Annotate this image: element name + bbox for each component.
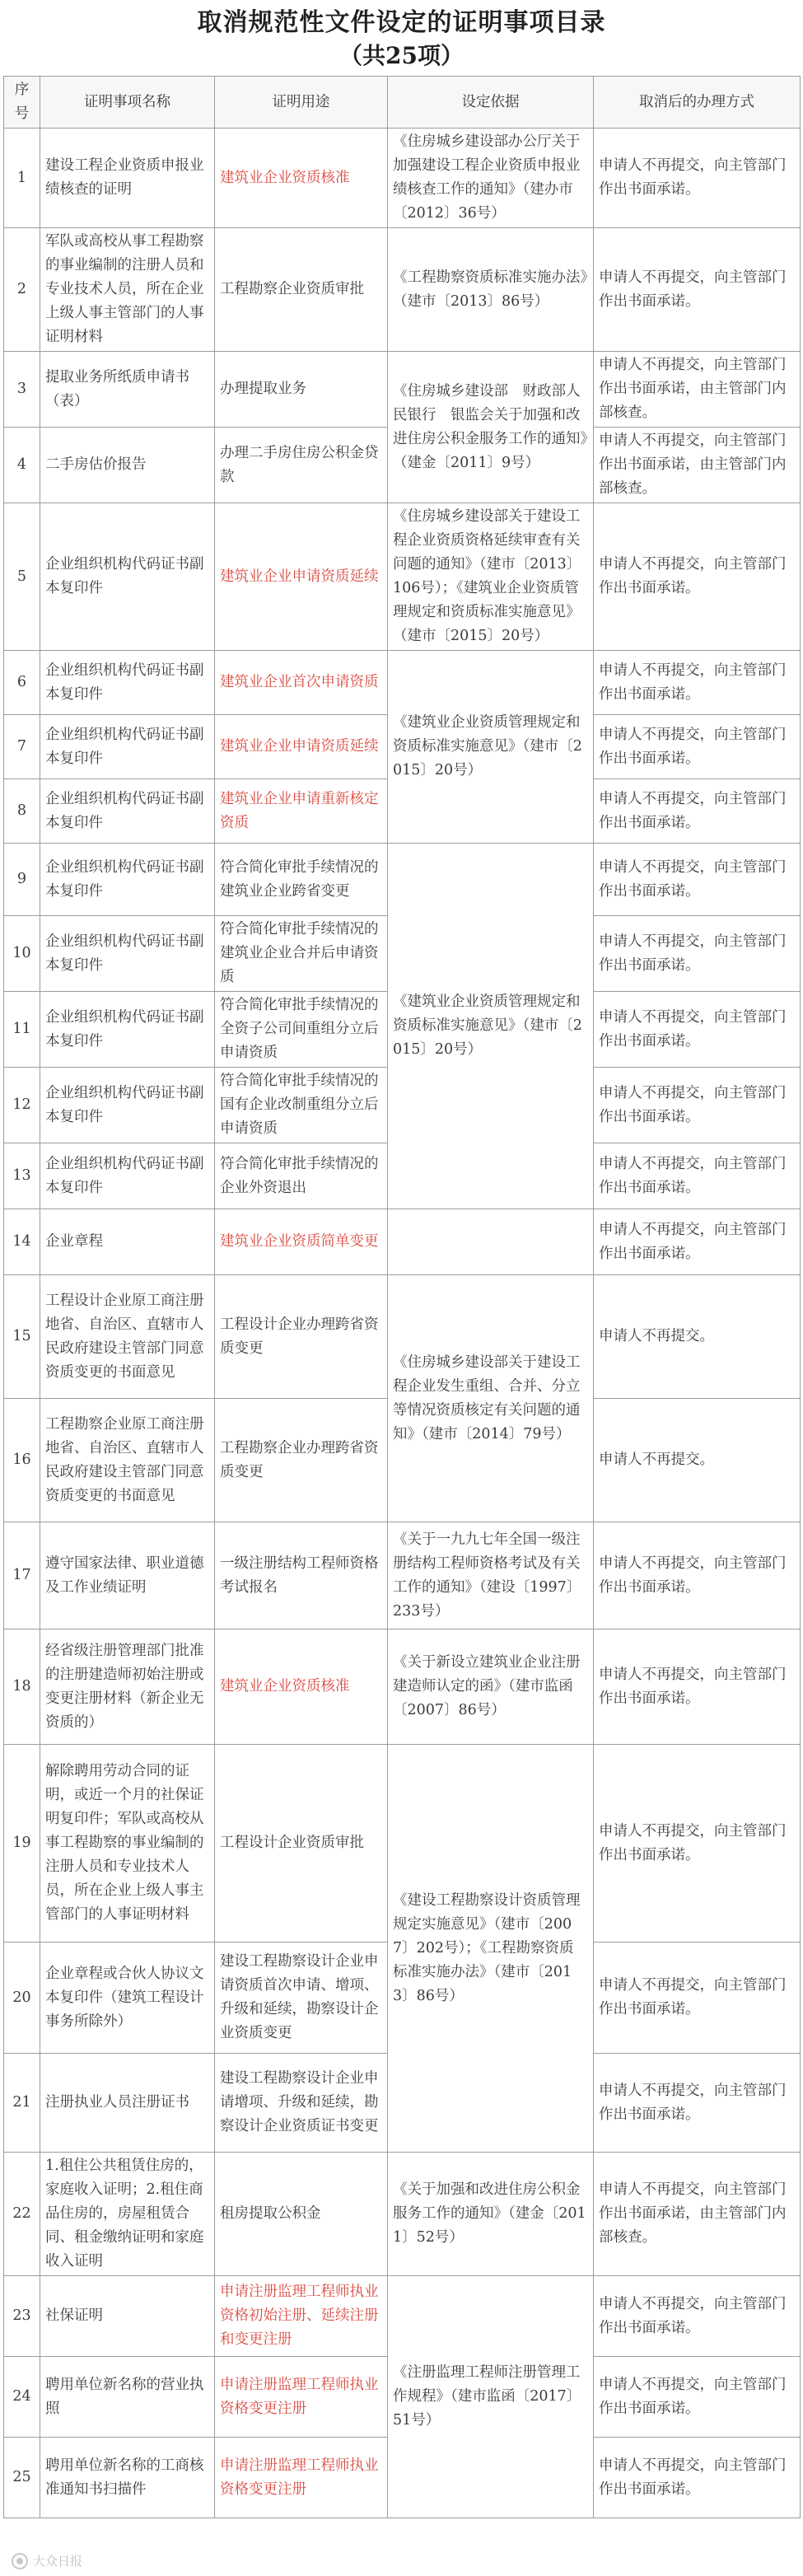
title-sub: （共25项） xyxy=(339,42,464,69)
item-name: 经省级注册管理部门批准的注册建造师初始注册或变更注册材料（新企业无资质的） xyxy=(40,1629,215,1745)
row-number: 19 xyxy=(4,1745,40,1943)
table-row xyxy=(4,352,801,428)
item-handling: 申请人不再提交，向主管部门作出书面承诺。 xyxy=(594,129,801,228)
item-purpose: 建筑业企业资质核准 xyxy=(215,129,388,228)
item-name: 企业章程 xyxy=(40,1209,215,1275)
item-purpose: 符合简化审批手续情况的全资子公司间重组分立后申请资质 xyxy=(215,992,388,1068)
row-number: 11 xyxy=(4,992,40,1068)
header-item-name: 证明事项名称 xyxy=(40,77,215,129)
item-basis: 《建筑业企业资质管理规定和资质标准实施意见》（建市〔2015〕20号） xyxy=(388,844,594,1209)
item-purpose: 申请注册监理工程师执业资格变更注册 xyxy=(215,2438,388,2518)
item-name: 军队或高校从事工程勘察的事业编制的注册人员和专业技术人员，所在企业上级人事主管部门的人事证明材料 xyxy=(40,228,215,352)
table-row xyxy=(4,1209,801,1275)
row-number: 17 xyxy=(4,1522,40,1629)
item-handling: 申请人不再提交，向主管部门作出书面承诺。 xyxy=(594,2054,801,2153)
item-purpose: 符合简化审批手续情况的建筑业企业跨省变更 xyxy=(215,844,388,916)
header-number: 序号 xyxy=(4,77,40,129)
row-number: 24 xyxy=(4,2357,40,2438)
table-row xyxy=(4,2153,801,2276)
item-name: 企业组织机构代码证书副本复印件 xyxy=(40,916,215,992)
row-number: 25 xyxy=(4,2438,40,2518)
row-number: 23 xyxy=(4,2276,40,2357)
item-handling: 申请人不再提交，向主管部门作出书面承诺。 xyxy=(594,779,801,844)
item-handling: 申请人不再提交，向主管部门作出书面承诺。 xyxy=(594,503,801,651)
item-basis: 《关于新设立建筑业企业注册建造师认定的函》（建市监函〔2007〕86号） xyxy=(388,1629,594,1745)
row-number: 2 xyxy=(4,228,40,352)
row-number: 4 xyxy=(4,428,40,503)
item-basis: 《注册监理工程师注册管理工作规程》（建市监函〔2017〕51号） xyxy=(388,2276,594,2518)
item-name: 企业组织机构代码证书副本复印件 xyxy=(40,503,215,651)
item-handling: 申请人不再提交，向主管部门作出书面承诺。 xyxy=(594,1629,801,1745)
item-handling: 申请人不再提交，向主管部门作出书面承诺。 xyxy=(594,1522,801,1629)
item-purpose: 建筑业企业资质核准 xyxy=(215,1629,388,1745)
row-number: 6 xyxy=(4,651,40,715)
item-name: 企业组织机构代码证书副本复印件 xyxy=(40,1143,215,1209)
item-name: 工程勘察企业原工商注册地省、自治区、直辖市人民政府建设主管部门同意资质变更的书面意见 xyxy=(40,1399,215,1522)
item-name: 工程设计企业原工商注册地省、自治区、直辖市人民政府建设主管部门同意资质变更的书面意见 xyxy=(40,1275,215,1399)
item-purpose: 符合简化审批手续情况的建筑业企业合并后申请资质 xyxy=(215,916,388,992)
item-name: 企业组织机构代码证书副本复印件 xyxy=(40,651,215,715)
watermark-text: 大众日报 xyxy=(33,2554,83,2569)
row-number: 21 xyxy=(4,2054,40,2153)
table-row xyxy=(4,228,801,352)
item-handling: 申请人不再提交，向主管部门作出书面承诺。 xyxy=(594,844,801,916)
table-row xyxy=(4,651,801,715)
item-basis: 《关于加强和改进住房公积金服务工作的通知》（建金〔2011〕52号） xyxy=(388,2153,594,2276)
item-handling: 申请人不再提交，向主管部门作出书面承诺。 xyxy=(594,715,801,779)
item-handling: 申请人不再提交，向主管部门作出书面承诺。 xyxy=(594,2438,801,2518)
item-name: 聘用单位新名称的工商核准通知书扫描件 xyxy=(40,2438,215,2518)
item-purpose: 工程勘察企业资质审批 xyxy=(215,228,388,352)
item-name: 建设工程企业资质申报业绩核查的证明 xyxy=(40,129,215,228)
item-purpose: 一级注册结构工程师资格考试报名 xyxy=(215,1522,388,1629)
item-name: 注册执业人员注册证书 xyxy=(40,2054,215,2153)
item-purpose: 工程勘察企业办理跨省资质变更 xyxy=(215,1399,388,1522)
title-main: 取消规范性文件设定的证明事项目录 xyxy=(197,8,606,37)
item-basis: 《关于一九九七年全国一级注册结构工程师资格考试及有关工作的通知》（建设〔1997〕233号） xyxy=(388,1522,594,1629)
table-row xyxy=(4,1275,801,1399)
certificate-items-table xyxy=(3,76,801,2518)
item-purpose: 符合简化审批手续情况的企业外资退出 xyxy=(215,1143,388,1209)
item-purpose: 建设工程勘察设计企业申请资质首次申请、增项、升级和延续，勘察设计企业资质变更 xyxy=(215,1943,388,2054)
item-purpose: 符合简化审批手续情况的国有企业改制重组分立后申请资质 xyxy=(215,1068,388,1143)
item-handling: 申请人不再提交，向主管部门作出书面承诺。 xyxy=(594,1745,801,1943)
table-header-row xyxy=(4,77,801,129)
item-name: 企业组织机构代码证书副本复印件 xyxy=(40,779,215,844)
table-row xyxy=(4,503,801,651)
row-number: 1 xyxy=(4,129,40,228)
row-number: 18 xyxy=(4,1629,40,1745)
table-row xyxy=(4,129,801,228)
item-handling: 申请人不再提交，向主管部门作出书面承诺。 xyxy=(594,1068,801,1143)
item-purpose: 申请注册监理工程师执业资格变更注册 xyxy=(215,2357,388,2438)
item-basis: 《住房城乡建设部 财政部人民银行 银监会关于加强和改进住房公积金服务工作的通知》（建金〔2011〕9号） xyxy=(388,352,594,503)
row-number: 22 xyxy=(4,2153,40,2276)
item-purpose: 建筑业企业申请重新核定资质 xyxy=(215,779,388,844)
item-handling: 申请人不再提交，向主管部门作出书面承诺。 xyxy=(594,1943,801,2054)
item-name: 社保证明 xyxy=(40,2276,215,2357)
table-row xyxy=(4,1522,801,1629)
row-number: 10 xyxy=(4,916,40,992)
item-handling: 申请人不再提交，向主管部门作出书面承诺。 xyxy=(594,2276,801,2357)
item-basis: 《住房城乡建设部关于建设工程企业资质资格延续审查有关问题的通知》（建市〔2013〕106号）；《建筑业企业资质管理规定和资质标准实施意见》（建市〔2015〕20号） xyxy=(388,503,594,651)
item-handling: 申请人不再提交。 xyxy=(594,1399,801,1522)
item-handling: 申请人不再提交，向主管部门作出书面承诺，由主管部门内部核查。 xyxy=(594,428,801,503)
item-purpose: 工程设计企业办理跨省资质变更 xyxy=(215,1275,388,1399)
item-name: 提取业务所纸质申请书（表） xyxy=(40,352,215,428)
row-number: 13 xyxy=(4,1143,40,1209)
header-basis: 设定依据 xyxy=(388,77,594,129)
item-handling: 申请人不再提交，向主管部门作出书面承诺。 xyxy=(594,1143,801,1209)
row-number: 8 xyxy=(4,779,40,844)
item-name: 遵守国家法律、职业道德及工作业绩证明 xyxy=(40,1522,215,1629)
table-row xyxy=(4,1629,801,1745)
item-handling: 申请人不再提交，向主管部门作出书面承诺，由主管部门内部核查。 xyxy=(594,352,801,428)
table-row xyxy=(4,844,801,916)
item-purpose: 建设工程勘察设计企业申请增项、升级和延续，勘察设计企业资质证书变更 xyxy=(215,2054,388,2153)
item-handling: 申请人不再提交，向主管部门作出书面承诺。 xyxy=(594,651,801,715)
item-name: 二手房估价报告 xyxy=(40,428,215,503)
item-name: 企业组织机构代码证书副本复印件 xyxy=(40,844,215,916)
item-purpose: 建筑业企业申请资质延续 xyxy=(215,715,388,779)
item-purpose: 办理提取业务 xyxy=(215,352,388,428)
weibo-logo-icon xyxy=(12,2553,28,2569)
item-basis: 《工程勘察资质标准实施办法》（建市〔2013〕86号） xyxy=(388,228,594,352)
item-handling: 申请人不再提交，向主管部门作出书面承诺，由主管部门内部核查。 xyxy=(594,2153,801,2276)
item-basis: 《住房城乡建设部办公厅关于加强建设工程企业资质申报业绩核查工作的通知》（建办市〔2012〕36号） xyxy=(388,129,594,228)
item-purpose: 工程设计企业资质审批 xyxy=(215,1745,388,1943)
item-name: 企业组织机构代码证书副本复印件 xyxy=(40,992,215,1068)
item-name: 聘用单位新名称的营业执照 xyxy=(40,2357,215,2438)
row-number: 20 xyxy=(4,1943,40,2054)
document-title xyxy=(3,7,800,72)
item-handling: 申请人不再提交，向主管部门作出书面承诺。 xyxy=(594,1209,801,1275)
item-handling: 申请人不再提交，向主管部门作出书面承诺。 xyxy=(594,228,801,352)
item-purpose: 建筑业企业申请资质延续 xyxy=(215,503,388,651)
row-number: 15 xyxy=(4,1275,40,1399)
row-number: 16 xyxy=(4,1399,40,1522)
item-name: 企业章程或合伙人协议文本复印件（建筑工程设计事务所除外） xyxy=(40,1943,215,2054)
item-purpose: 建筑业企业资质简单变更 xyxy=(215,1209,388,1275)
item-purpose: 申请注册监理工程师执业资格初始注册、延续注册和变更注册 xyxy=(215,2276,388,2357)
item-handling: 申请人不再提交，向主管部门作出书面承诺。 xyxy=(594,2357,801,2438)
table-row xyxy=(4,2276,801,2357)
row-number: 7 xyxy=(4,715,40,779)
row-number: 5 xyxy=(4,503,40,651)
item-name: 企业组织机构代码证书副本复印件 xyxy=(40,715,215,779)
item-purpose: 办理二手房住房公积金贷款 xyxy=(215,428,388,503)
item-basis: 《住房城乡建设部关于建设工程企业发生重组、合并、分立等情况资质核定有关问题的通知》（建市〔2014〕79号） xyxy=(388,1275,594,1522)
row-number: 14 xyxy=(4,1209,40,1275)
item-purpose: 租房提取公积金 xyxy=(215,2153,388,2276)
item-basis xyxy=(388,1209,594,1275)
row-number: 12 xyxy=(4,1068,40,1143)
table-row xyxy=(4,1745,801,1943)
header-handling: 取消后的办理方式 xyxy=(594,77,801,129)
item-handling: 申请人不再提交，向主管部门作出书面承诺。 xyxy=(594,992,801,1068)
item-basis: 《建筑业企业资质管理规定和资质标准实施意见》（建市〔2015〕20号） xyxy=(388,651,594,844)
watermark xyxy=(12,2552,82,2569)
item-handling: 申请人不再提交，向主管部门作出书面承诺。 xyxy=(594,916,801,992)
item-basis: 《建设工程勘察设计资质管理规定实施意见》（建市〔2007〕202号）；《工程勘察资质标准实施办法》（建市〔2013〕86号） xyxy=(388,1745,594,2153)
item-handling: 申请人不再提交。 xyxy=(594,1275,801,1399)
item-name: 解除聘用劳动合同的证明，或近一个月的社保证明复印件；军队或高校从事工程勘察的事业编制的注册人员和专业技术人员，所在企业上级人事主管部门的人事证明材料 xyxy=(40,1745,215,1943)
header-purpose: 证明用途 xyxy=(215,77,388,129)
row-number: 9 xyxy=(4,844,40,916)
item-name: 1.租住公共租赁住房的，家庭收入证明；2.租住商品住房的，房屋租赁合同、租金缴纳证明和家庭收入证明 xyxy=(40,2153,215,2276)
row-number: 3 xyxy=(4,352,40,428)
item-purpose: 建筑业企业首次申请资质 xyxy=(215,651,388,715)
item-name: 企业组织机构代码证书副本复印件 xyxy=(40,1068,215,1143)
